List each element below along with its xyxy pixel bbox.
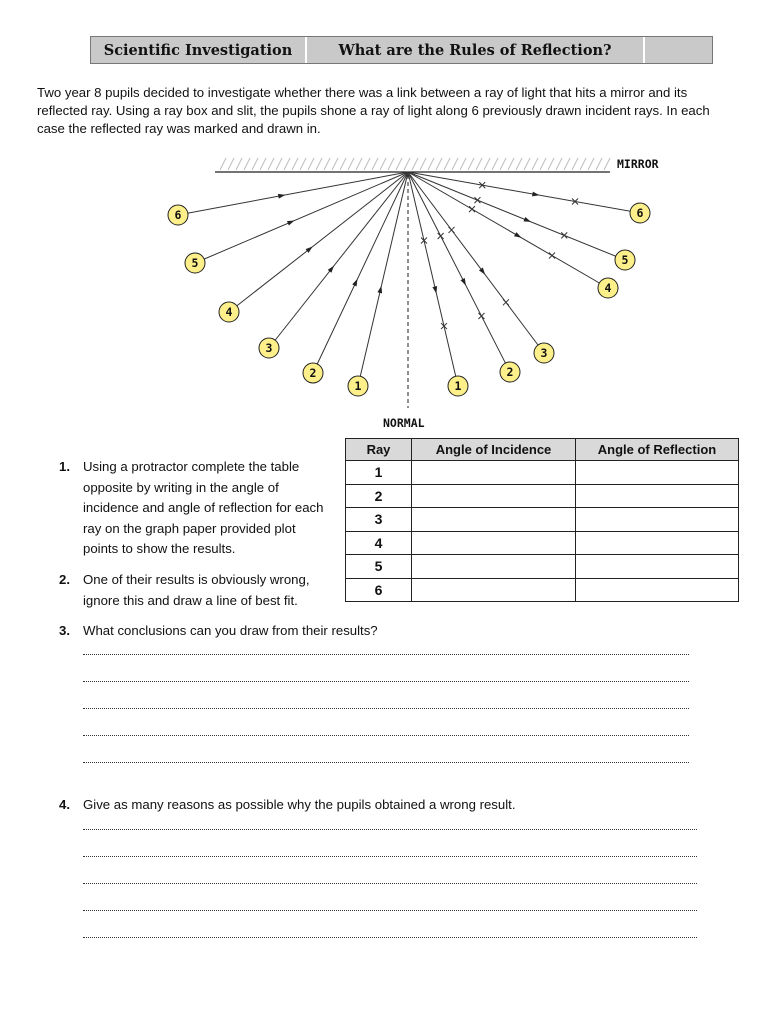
- normal-label: NORMAL: [383, 416, 425, 430]
- ray-label-text: 2: [309, 366, 317, 380]
- reflected-ray-arrow: [514, 232, 521, 238]
- question-text: What conclusions can you draw from their results?: [83, 623, 378, 638]
- mirror-label: MIRROR: [617, 157, 659, 171]
- question-number: 3.: [59, 623, 70, 638]
- header-ray: Ray: [346, 439, 412, 461]
- reflected-ray-label: [448, 376, 468, 396]
- ray-label-text: 3: [265, 341, 273, 355]
- incidence-cell[interactable]: [412, 508, 576, 532]
- incident-ray-label: [303, 363, 323, 383]
- reflected-ray-label: [615, 250, 635, 270]
- reflection-cell[interactable]: [576, 531, 739, 555]
- reflection-cell[interactable]: [576, 555, 739, 579]
- ray-label-text: 4: [604, 281, 612, 295]
- ray-number: 1: [346, 461, 412, 485]
- question-1: [59, 457, 334, 560]
- table-row: [346, 578, 739, 602]
- ray-number: 4: [346, 531, 412, 555]
- reflection-cell[interactable]: [576, 461, 739, 485]
- ray-mark: [478, 313, 484, 319]
- ray-mark: [438, 233, 444, 239]
- header-title: What are the Rules of Reflection?: [307, 37, 645, 63]
- ray-label-text: 5: [621, 253, 629, 267]
- incident-ray: [195, 172, 408, 263]
- reflected-ray-arrow: [432, 286, 437, 294]
- incident-ray: [313, 172, 408, 373]
- reflected-ray-label: [534, 343, 554, 363]
- reflected-ray-arrow: [532, 192, 540, 197]
- ray-label-text: 1: [354, 379, 362, 393]
- header-blank-cell: [645, 37, 712, 63]
- question-3: [59, 621, 709, 642]
- question-text: Using a protractor complete the table opposite by writing in the angle of incidence and angle of reflection for each ray on the graph paper provided plot points to show the results.: [83, 459, 324, 556]
- reflected-ray-arrow: [461, 278, 466, 286]
- ray-mark: [549, 253, 555, 259]
- question-number: 4.: [59, 797, 70, 812]
- question-text: One of their results is obviously wrong, ignore this and draw a line of best fit.: [83, 572, 310, 608]
- worksheet-header: [90, 36, 713, 64]
- table-row: [346, 484, 739, 508]
- incidence-cell[interactable]: [412, 531, 576, 555]
- ray-mark: [561, 232, 567, 238]
- header-angle-of-reflection: Angle of Reflection: [576, 439, 739, 461]
- ray-label-text: 5: [191, 256, 199, 270]
- results-table: [345, 438, 739, 602]
- ray-label-text: 2: [506, 365, 514, 379]
- question-number: 2.: [59, 572, 70, 587]
- answer-line[interactable]: [83, 654, 689, 655]
- ray-number: 2: [346, 484, 412, 508]
- answer-line[interactable]: [83, 856, 697, 857]
- incidence-cell[interactable]: [412, 484, 576, 508]
- incident-ray-arrow: [352, 279, 357, 287]
- incident-ray-label: [348, 376, 368, 396]
- reflected-ray-arrow: [479, 268, 485, 275]
- ray-number: 5: [346, 555, 412, 579]
- incidence-cell[interactable]: [412, 555, 576, 579]
- reflected-ray-label: [598, 278, 618, 298]
- ray-mark: [503, 299, 509, 305]
- ray-label-text: 6: [636, 206, 644, 220]
- ray-number: 3: [346, 508, 412, 532]
- incident-ray-arrow: [377, 286, 382, 294]
- table-row: [346, 555, 739, 579]
- reflection-cell[interactable]: [576, 484, 739, 508]
- reflected-ray-label: [630, 203, 650, 223]
- question-2: [59, 570, 341, 611]
- incident-ray-label: [219, 302, 239, 322]
- answer-line[interactable]: [83, 708, 689, 709]
- answer-line[interactable]: [83, 829, 697, 830]
- reflection-diagram: [150, 150, 690, 435]
- incident-ray-label: [185, 253, 205, 273]
- table-row: [346, 531, 739, 555]
- table-row: [346, 461, 739, 485]
- ray-mark: [449, 227, 455, 233]
- header-angle-of-incidence: Angle of Incidence: [412, 439, 576, 461]
- incidence-cell[interactable]: [412, 461, 576, 485]
- question-4: [59, 795, 709, 816]
- intro-paragraph: Two year 8 pupils decided to investigate whether there was a link between a ray of light that hits a mirror and its reflected ray. Using a ray box and slit, the pupils shone a ray of light along 6 previously drawn incident rays. In each case the reflected ray was marked and drawn in.: [37, 85, 710, 136]
- reflected-ray-label: [500, 362, 520, 382]
- table-row: [346, 508, 739, 532]
- ray-label-text: 3: [540, 346, 548, 360]
- ray-mark: [474, 197, 480, 203]
- reflected-ray: [408, 172, 458, 386]
- incident-ray-arrow: [287, 220, 295, 225]
- incident-ray-label: [259, 338, 279, 358]
- ray-mark: [469, 206, 475, 212]
- reflection-cell[interactable]: [576, 578, 739, 602]
- mirror: [215, 158, 610, 172]
- ray-label-text: 6: [174, 208, 182, 222]
- incident-ray-label: [168, 205, 188, 225]
- answer-line[interactable]: [83, 762, 689, 763]
- reflection-cell[interactable]: [576, 508, 739, 532]
- answer-line[interactable]: [83, 937, 697, 938]
- question-number: 1.: [59, 459, 70, 474]
- answer-line[interactable]: [83, 681, 689, 682]
- answer-line[interactable]: [83, 910, 697, 911]
- header-subject: Scientific Investigation: [91, 37, 307, 63]
- answer-line[interactable]: [83, 735, 689, 736]
- incident-ray-arrow: [278, 194, 286, 199]
- reflected-ray-arrow: [523, 217, 531, 222]
- ray-number: 6: [346, 578, 412, 602]
- ray-label-text: 4: [225, 305, 233, 319]
- incident-ray: [178, 172, 408, 215]
- answer-line[interactable]: [83, 883, 697, 884]
- ray-label-text: 1: [454, 379, 462, 393]
- incidence-cell[interactable]: [412, 578, 576, 602]
- question-text: Give as many reasons as possible why the pupils obtained a wrong result.: [83, 797, 516, 812]
